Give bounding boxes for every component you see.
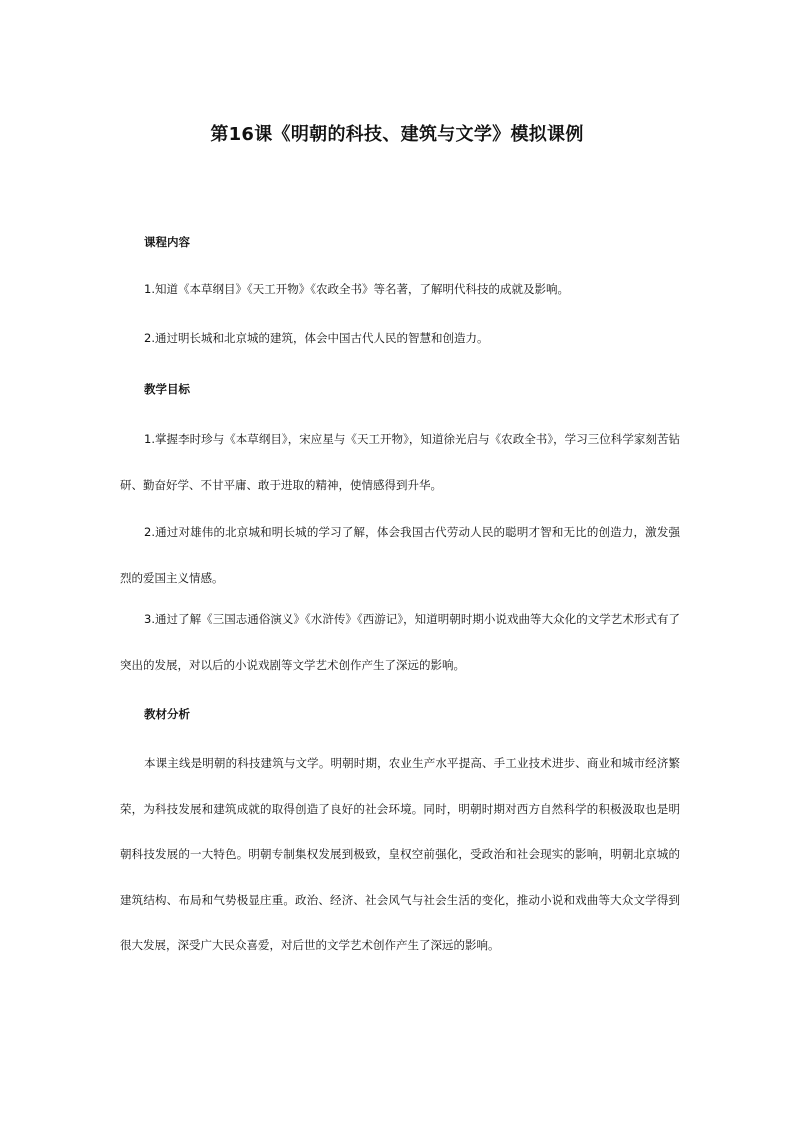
section-heading-teaching-goals: 教学目标 [144, 382, 190, 396]
section-heading-course-content: 课程内容 [144, 235, 190, 249]
paragraph: 3.通过了解《三国志通俗演义》《水浒传》《西游记》，知道明朝时期小说戏曲等大众化的文学艺术形式有了突出的发展，对以后的小说戏剧等文学艺术创作产生了深远的影响。 [120, 612, 680, 672]
paragraph: 2.通过对雄伟的北京城和明长城的学习了解，体会我国古代劳动人民的聪明才智和无比的创造力，激发强烈的爱国主义情感。 [120, 525, 680, 585]
section-heading-textbook-analysis: 教材分析 [144, 707, 190, 721]
document-title: 第16课《明朝的科技、建筑与文学》模拟课例 [210, 124, 584, 145]
paragraph: 2.通过明长城和北京城的建筑，体会中国古代人民的智慧和创造力。 [144, 331, 489, 345]
paragraph: 1.知道《本草纲目》《天工开物》《农政全书》等名著，了解明代科技的成就及影响。 [144, 282, 569, 296]
paragraph: 1.掌握李时珍与《本草纲目》，宋应星与《天工开物》，知道徐光启与《农政全书》，学习三位科学家刻苦钻研、勤奋好学、不甘平庸、敢于进取的精神，使情感得到升华。 [120, 432, 680, 492]
paragraph: 本课主线是明朝的科技建筑与文学。明朝时期，农业生产水平提高、手工业技术进步、商业和城市经济繁荣，为科技发展和建筑成就的取得创造了良好的社会环境。同时，明朝时期对西方自然科学的积极汲取也是明朝科技发展的一大特色。明朝专制集权发展到极致，皇权空前强化，受政治和社会现实的影响，明朝北京城的建筑结构、布局和气势极显庄重。政治、经济、社会风气与社会生活的变化，推动小说和戏曲等大众文学得到很大发展，深受广大民众喜爱，对后世的文学艺术创作产生了深远的影响。 [120, 756, 680, 952]
